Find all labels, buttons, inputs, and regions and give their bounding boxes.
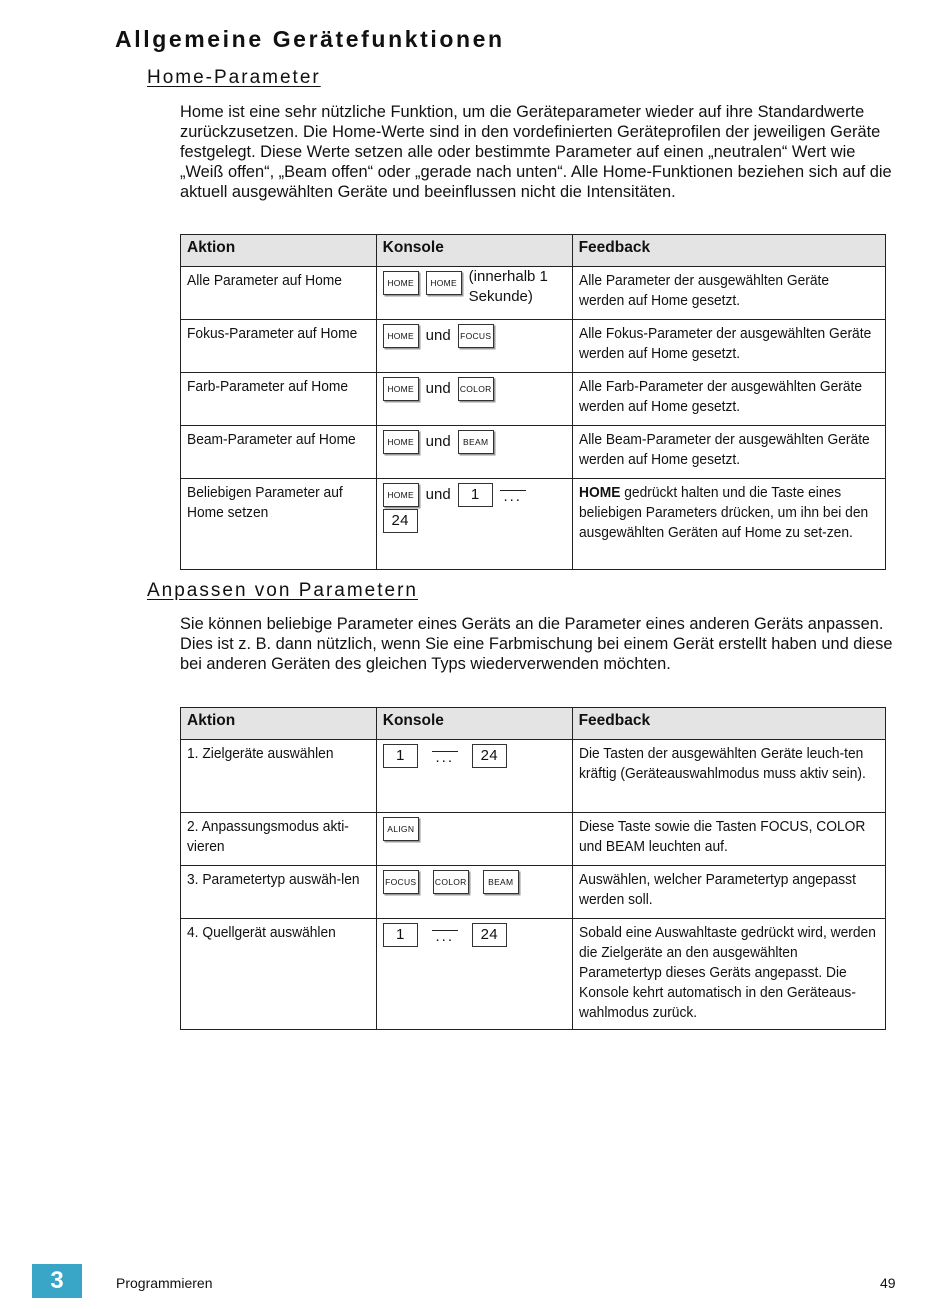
console-word: und	[425, 380, 451, 397]
page-number: 49	[880, 1275, 896, 1291]
home-key: HOME	[383, 324, 419, 348]
feedback-cell	[572, 740, 885, 813]
home-key: HOME	[383, 483, 419, 507]
number-key: 1	[383, 744, 418, 768]
feedback-cell	[572, 813, 885, 866]
home-table	[180, 234, 886, 570]
number-key: 24	[472, 923, 507, 947]
table-row	[181, 267, 886, 320]
table-row	[181, 813, 886, 866]
console-cell	[376, 479, 572, 570]
feedback-text: Sobald eine Auswahltaste gedrückt wird, werden die Zielgeräte an den ausgewählten Parametertyp dieses Geräts angepasst. Die Konsole kehrt automatisch in den Geräteaus-wahlmodus zurück.	[578, 924, 876, 1021]
table-row	[181, 373, 886, 426]
feedback-cell	[572, 919, 885, 1030]
action-cell	[181, 267, 377, 320]
section-heading-match: Anpassen von Parametern	[147, 580, 418, 601]
beam-key: BEAM	[483, 870, 519, 894]
feedback-text: Die Tasten der ausgewählten Geräte leuch-ten kräftig (Geräteauswahlmodus muss aktiv sein).	[578, 745, 866, 782]
home-intro: Home ist eine sehr nützliche Funktion, um die Geräteparameter wieder auf ihre Standardwerte zurückzusetzen. Die Home-Werte sind in den vordefinierten Geräteprofilen der jeweiligen Geräte festgelegt. Diese Werte setzen alle oder bestimmte Parameter auf einen „neutralen“ Wert wie „Weiß offen“, „Beam offen“ oder „gerade nach unten“. Alle Home-Funktionen beziehen sich auf die aktuell ausgewählten Geräte und beeinflussen nicht die Intensitäten.	[180, 103, 892, 201]
number-key: 24	[472, 744, 507, 768]
range-ellipsis: ...	[432, 751, 458, 763]
action-cell	[181, 320, 377, 373]
color-key: COLOR	[458, 377, 494, 401]
feedback-text: Alle Fokus-Parameter der ausgewählten Geräte werden auf Home gesetzt.	[578, 325, 871, 362]
home-key: HOME	[383, 377, 419, 401]
feedback-text: Alle Beam-Parameter der ausgewählten Geräte werden auf Home gesetzt.	[578, 431, 870, 468]
beam-key: BEAM	[458, 430, 494, 454]
action-cell	[181, 479, 377, 570]
feedback-text: Alle Farb-Parameter der ausgewählten Geräte werden auf Home gesetzt.	[578, 378, 862, 415]
console-word: und	[425, 433, 451, 450]
home-key: HOME	[383, 430, 419, 454]
console-word: und	[425, 486, 451, 503]
console-cell	[376, 426, 572, 479]
table-row	[181, 479, 886, 570]
column-header-console: Konsole	[376, 235, 572, 267]
console-note: (innerhalb 1 Sekunde)	[468, 268, 548, 305]
table-row	[181, 320, 886, 373]
feedback-text	[579, 483, 877, 543]
action-text: Fokus-Parameter auf Home	[187, 325, 358, 342]
action-text: Alle Parameter auf Home	[187, 272, 342, 289]
console-cell	[376, 740, 572, 813]
action-cell	[181, 919, 377, 1030]
console-cell	[376, 813, 572, 866]
home-key: HOME	[426, 271, 462, 295]
console-cell	[376, 919, 572, 1030]
action-text: 4. Quellgerät auswählen	[187, 924, 336, 941]
action-text: Farb-Parameter auf Home	[187, 378, 349, 395]
table-header-row	[181, 235, 886, 267]
feedback-rest: gedrückt halten und die Taste eines beliebigen Parameters drücken, um ihn bei den ausgewählten Geräten auf Home zu set-zen.	[578, 484, 868, 541]
console-cell	[376, 320, 572, 373]
page-title: Allgemeine Gerätefunktionen	[115, 26, 505, 52]
console-cell	[376, 267, 572, 320]
table-row	[181, 426, 886, 479]
range-ellipsis: ...	[500, 490, 526, 502]
feedback-cell	[572, 267, 885, 320]
action-cell	[181, 426, 377, 479]
action-cell	[181, 373, 377, 426]
action-cell	[181, 866, 377, 919]
action-text: Beam-Parameter auf Home	[187, 431, 356, 448]
console-cell	[376, 373, 572, 426]
action-text: Beliebigen Parameter auf Home setzen	[187, 484, 343, 521]
column-header-feedback: Feedback	[572, 235, 885, 267]
section-heading-home: Home-Parameter	[147, 67, 321, 88]
table-row	[181, 919, 886, 1030]
align-key: ALIGN	[383, 817, 419, 841]
column-header-console: Konsole	[376, 708, 572, 740]
column-header-feedback: Feedback	[572, 708, 885, 740]
number-key: 1	[458, 483, 493, 507]
action-cell	[181, 740, 377, 813]
console-word: und	[425, 327, 451, 344]
feedback-cell	[572, 320, 885, 373]
console-cell	[376, 866, 572, 919]
footer-section-name: Programmieren	[116, 1275, 213, 1291]
feedback-text: Alle Parameter der ausgewählten Geräte werden auf Home gesetzt.	[578, 272, 829, 309]
feedback-text: Auswählen, welcher Parametertyp angepasst werden soll.	[578, 871, 856, 908]
home-key: HOME	[383, 271, 419, 295]
column-header-action: Aktion	[181, 708, 377, 740]
column-header-action: Aktion	[181, 235, 377, 267]
feedback-cell	[572, 866, 885, 919]
number-key: 24	[383, 509, 418, 533]
action-text: 1. Zielgeräte auswählen	[187, 745, 334, 762]
feedback-bold-key: HOME	[578, 484, 620, 501]
action-cell	[181, 813, 377, 866]
table-row	[181, 740, 886, 813]
feedback-text: Diese Taste sowie die Tasten FOCUS, COLOR und BEAM leuchten auf.	[578, 818, 865, 855]
chapter-badge: 3	[32, 1264, 82, 1298]
match-intro: Sie können beliebige Parameter eines Geräts an die Parameter eines anderen Geräts anpassen. Dies ist z. B. dann nützlich, wenn Sie eine Farbmischung bei einem Gerät erstellt haben und diese bei anderen Geräten des gleichen Typs wiederverwenden möchten.	[180, 615, 893, 673]
focus-key: FOCUS	[383, 870, 419, 894]
match-table	[180, 707, 886, 1030]
number-key: 1	[383, 923, 418, 947]
table-header-row	[181, 708, 886, 740]
feedback-cell	[572, 373, 885, 426]
table-row	[181, 866, 886, 919]
feedback-cell	[572, 479, 885, 570]
feedback-cell	[572, 426, 885, 479]
action-text: 3. Parametertyp auswäh-len	[187, 871, 360, 888]
action-text: 2. Anpassungsmodus akti-vieren	[187, 818, 349, 855]
focus-key: FOCUS	[458, 324, 494, 348]
range-ellipsis: ...	[432, 930, 458, 942]
color-key: COLOR	[433, 870, 469, 894]
